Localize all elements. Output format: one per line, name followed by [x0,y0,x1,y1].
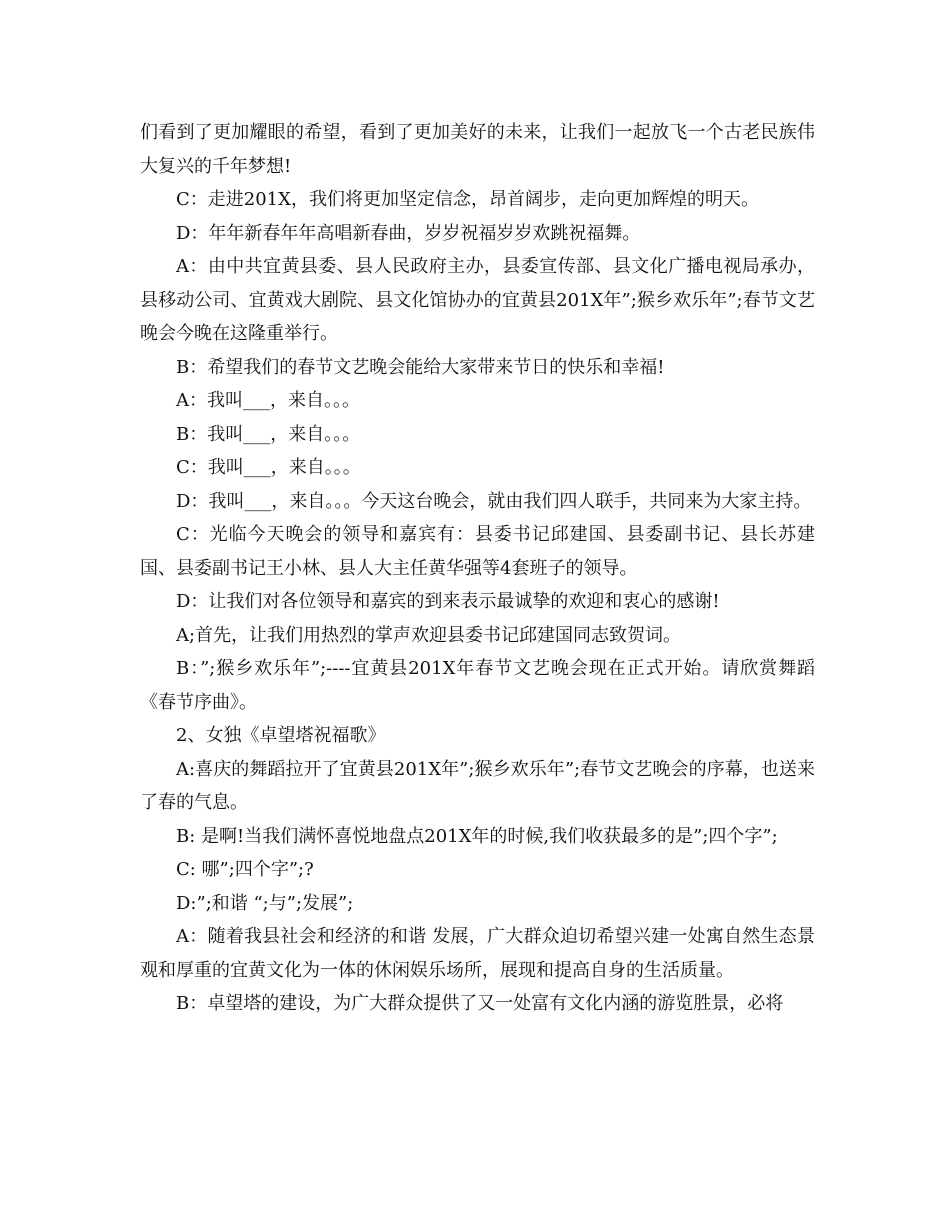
paragraph-14: 2、女独《卓望塔祝福歌》 [176,725,386,746]
paragraph-5: B：希望我们的春节文艺晚会能给大家带来节日的快乐和幸福! [176,356,665,378]
paragraph-8: C：我叫___，来自。。。 [176,457,361,478]
paragraph-10: C：光临今天晚会的领导和嘉宾有：县委书记邱建国、县委副书记、县长苏建国、县委副书记王小林、县人大主任黄华强等4套班子的领导。 [140,524,815,579]
paragraph-16: B: 是啊!当我们满怀喜悦地盘点201X年的时候,我们收获最多的是”;四个字”; [176,825,778,847]
paragraph-7: B：我叫___，来自。。。 [176,423,361,445]
paragraph-11: D：让我们对各位领导和嘉宾的到来表示最诚挚的欢迎和衷心的感谢! [176,591,720,612]
paragraph-19: A：随着我县社会和经济的和谐 发展，广大群众迫切希望兴建一处寓自然生态景观和厚重的宜黄文化为一体的休闲娱乐场所，展现和提高自身的生活质量。 [140,926,815,981]
paragraph-13: B：”;猴乡欢乐年”;----宜黄县201X年春节文艺晚会现在正式开始。请欣赏舞蹈《春节序曲》。 [140,658,815,713]
paragraph-1: 们看到了更加耀眼的希望，看到了更加美好的未来，让我们一起放飞一个古老民族伟大复兴的千年梦想! [140,122,815,177]
paragraph-3: D：年年新春年年高唱新春曲，岁岁祝福岁岁欢跳祝福舞。 [176,222,641,244]
paragraph-12: A;首先，让我们用热烈的掌声欢迎县委书记邱建国同志致贺词。 [176,624,682,646]
paragraph-18: D:”;和谐 “;与”;发展”; [176,892,354,914]
paragraph-4: A：由中共宜黄县委、县人民政府主办，县委宣传部、县文化广播电视局承办，县移动公司、宜黄戏大剧院、县文化馆协办的宜黄县201X年”;猴乡欢乐年”;春节文艺晚会今晚在这隆重举行。 [140,256,815,344]
paragraph-9: D：我叫___，来自。。。今天这台晚会，就由我们四人联手，共同来为大家主持。 [176,490,812,512]
paragraph-2: C：走进201X，我们将更加坚定信念，昂首阔步，走向更加辉煌的明天。 [176,189,759,210]
paragraph-6: A：我叫___，来自。。。 [176,390,360,411]
paragraph-15: A:喜庆的舞蹈拉开了宜黄县201X年”;猴乡欢乐年”;春节文艺晚会的序幕，也送来了春的气息。 [140,758,815,813]
document-body [140,116,815,1021]
paragraph-17: C: 哪”;四个字”;? [176,859,314,880]
paragraph-20: B：卓望塔的建设，为广大群众提供了又一处富有文化内涵的游览胜景，必将 [176,993,784,1014]
